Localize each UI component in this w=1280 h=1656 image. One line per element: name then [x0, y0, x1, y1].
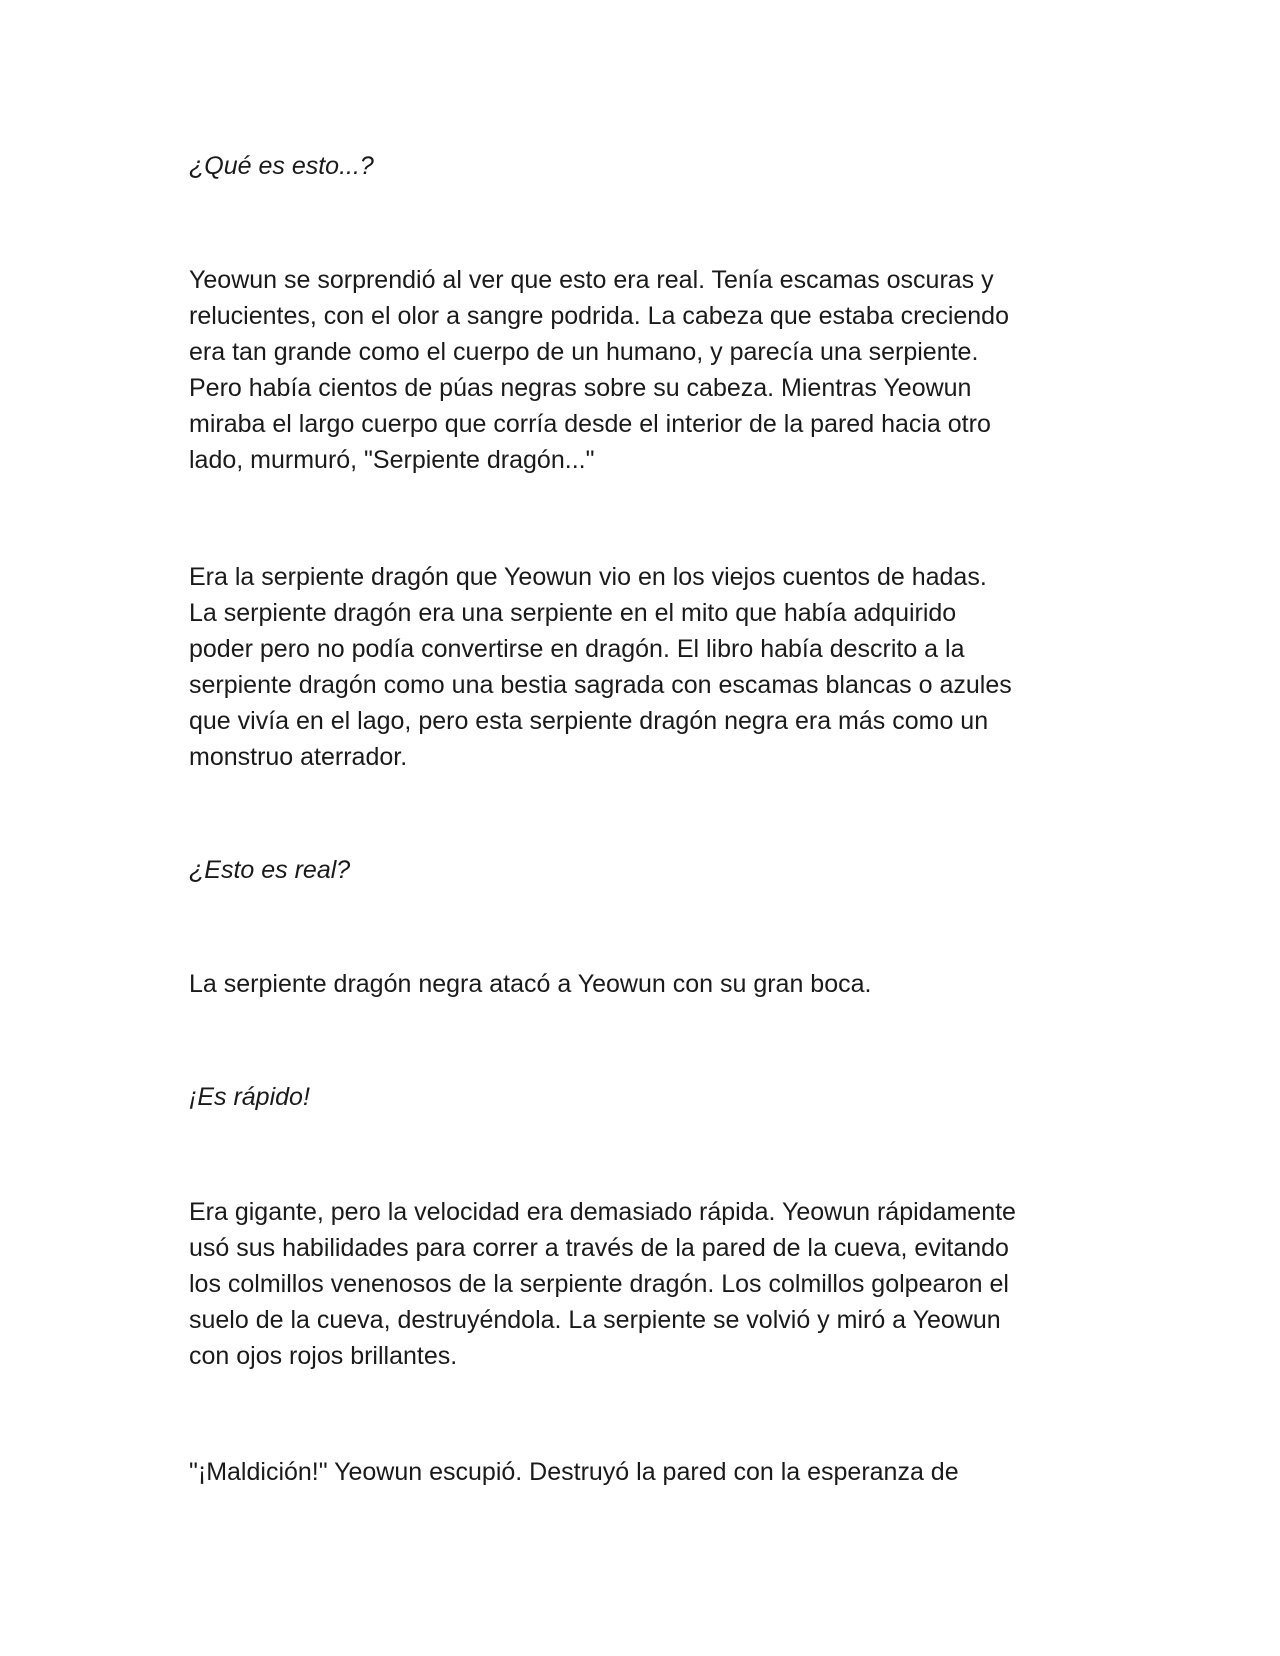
text-line: suelo de la cueva, destruyéndola. La serpiente se volvió y miró a Yeowun	[189, 1306, 1001, 1334]
text-line: ¿Esto es real?	[189, 856, 351, 884]
text-line: ¡Es rápido!	[189, 1083, 310, 1111]
text-line: La serpiente dragón era una serpiente en el mito que había adquirido	[189, 599, 957, 627]
paragraph-thought-3	[189, 1079, 1109, 1115]
text-line: con ojos rojos brillantes.	[189, 1342, 458, 1370]
text-line: ¿Qué es esto...?	[189, 152, 374, 180]
text-line: Era gigante, pero la velocidad era demasiado rápida. Yeowun rápidamente	[189, 1198, 1016, 1226]
paragraph-thought-2	[189, 852, 1109, 888]
paragraph-thought-1	[189, 148, 1109, 184]
text-line: relucientes, con el olor a sangre podrida. La cabeza que estaba creciendo	[189, 302, 1009, 330]
text-line: usó sus habilidades para correr a través de la pared de la cueva, evitando	[189, 1234, 1009, 1262]
text-line: lado, murmuró, "Serpiente dragón..."	[189, 446, 595, 474]
text-line: Era la serpiente dragón que Yeowun vio en los viejos cuentos de hadas.	[189, 563, 987, 591]
text-line: "¡Maldición!" Yeowun escupió. Destruyó la pared con la esperanza de	[189, 1458, 959, 1486]
text-line: miraba el largo cuerpo que corría desde el interior de la pared hacia otro	[189, 410, 991, 438]
text-line: era tan grande como el cuerpo de un humano, y parecía una serpiente.	[189, 338, 979, 366]
text-line: Pero había cientos de púas negras sobre su cabeza. Mientras Yeowun	[189, 374, 972, 402]
paragraph-description-2	[189, 559, 1109, 775]
paragraph-description-1	[189, 262, 1109, 478]
text-line: poder pero no podía convertirse en dragón. El libro había descrito a la	[189, 635, 965, 663]
text-line: monstruo aterrador.	[189, 743, 408, 771]
text-line: Yeowun se sorprendió al ver que esto era real. Tenía escamas oscuras y	[189, 266, 994, 294]
text-line: que vivía en el lago, pero esta serpiente dragón negra era más como un	[189, 707, 989, 735]
text-line: serpiente dragón como una bestia sagrada con escamas blancas o azules	[189, 671, 1012, 699]
paragraph-action-1	[189, 966, 1109, 1002]
text-line: los colmillos venenosos de la serpiente dragón. Los colmillos golpearon el	[189, 1270, 1009, 1298]
paragraph-description-3	[189, 1194, 1109, 1374]
text-line: La serpiente dragón negra atacó a Yeowun con su gran boca.	[189, 970, 872, 998]
paragraph-dialogue-1	[189, 1454, 1109, 1490]
